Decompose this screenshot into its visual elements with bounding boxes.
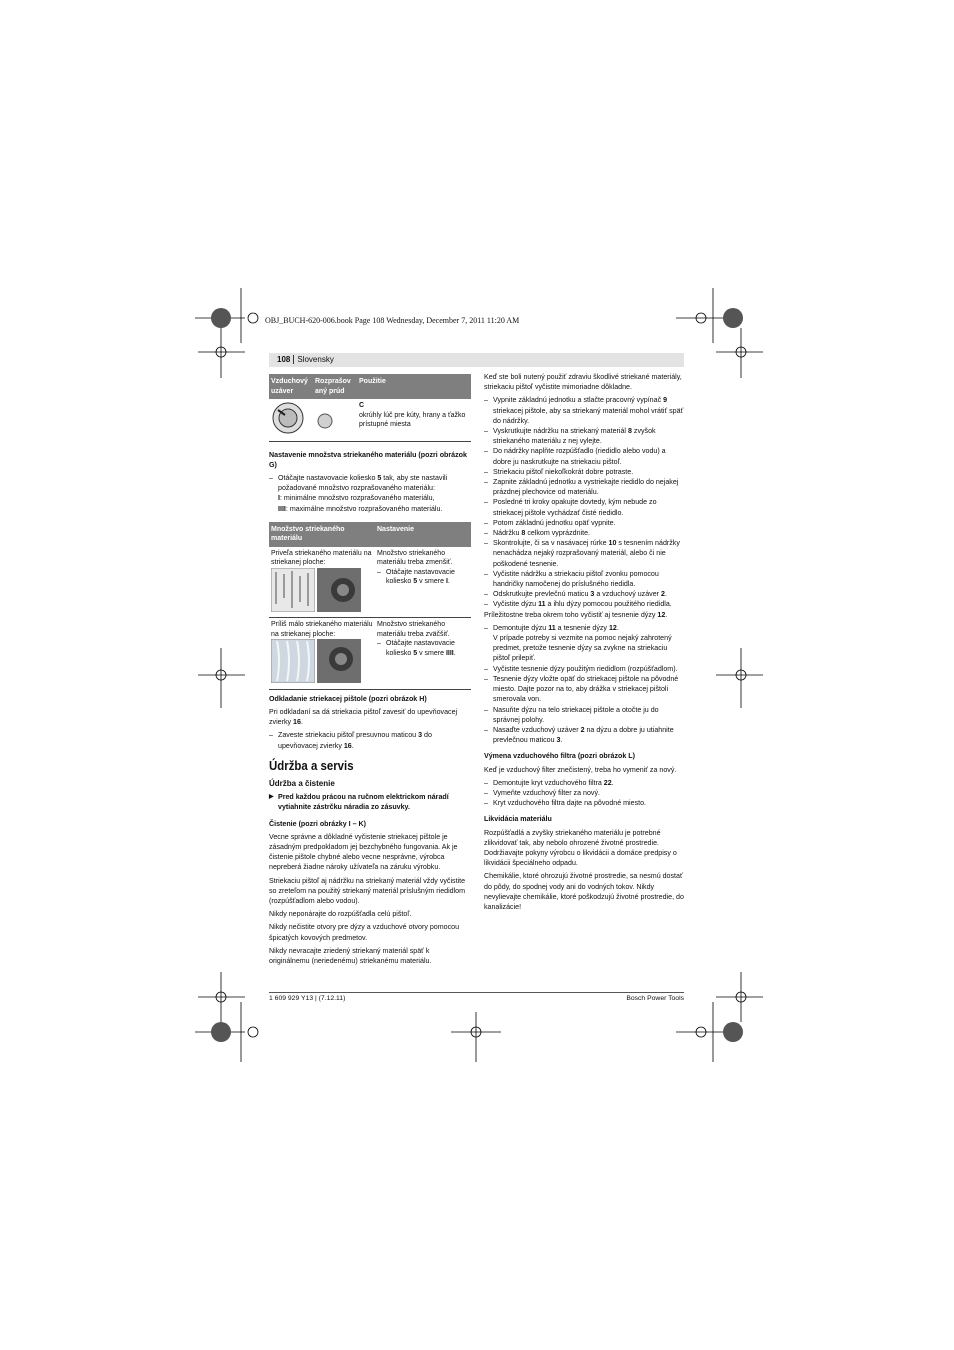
seal-step: – Nasuňte dýzu na telo striekacej pištole a otočte ju do správnej polohy. [484,705,684,725]
print-slug: OBJ_BUCH-620-006.book Page 108 Wednesday, December 7, 2011 11:20 AM [265,316,520,325]
round-spray-icon [315,401,335,435]
store-step: – Zaveste striekaciu pištoľ presuvnou maticou 3 do upevňovacej zvierky 16. [269,730,471,750]
filter-intro: Keď je vzduchový filter znečistený, treba ho vymeniť za nový. [484,765,677,774]
clean-step: – Nádržku 8 celkom vyprázdnite. [484,528,684,538]
clean-p3: Nikdy neponárajte do rozpúšťadla celú pištoľ. [269,910,412,919]
col-use: Použitie [357,374,471,399]
disposal-p2: Chemikálie, ktoré ohrozujú životné prostredie, sa nesmú dostať do pôdy, do spodnej vody ani do vodných tokov. Nikdy nevylievajte chemikálie, ktoré poškodzujú životné prostredie, do kanalizácie! [484,872,684,911]
air-cap-c-icon [271,401,305,435]
too-much-label: Priveľa striekaného materiálu na striekanej ploche: [271,549,372,567]
clean-step: – Striekaciu pištoľ niekoľkokrát dobre potraste. [484,467,684,477]
right-intro: Keď ste boli nutený použiť zdraviu škodlivé striekané materiály, striekaciu pištoľ vyčistite mimoriadne dôkladne. [484,373,682,392]
increase-step: – Otáčajte nastavovacie koliesko 5 v smere IIII. [377,639,469,658]
reduce-text: Množstvo striekaného materiálu treba zmenšiť. [377,549,453,567]
too-little-label: Príliš málo striekaného materiálu na striekanej ploche: [271,621,373,638]
left-column [269,374,471,969]
adjust-wheel-up-image [317,639,361,683]
page-number: 108 [277,355,291,364]
clean-step: – Zapnite základnú jednotku a vystriekajte riedidlo do nejakej prázdnej plechovice od materiálu. [484,477,684,497]
filter-step: – Vymeňte vzduchový filter za nový. [484,788,684,798]
clean-heading: Čistenie (pozri obrázky I – K) [269,819,366,828]
seal-step: – Nasaďte vzduchový uzáver 2 na dýzu a dobre ju utiahnite prevlečnou maticou 3. [484,725,684,745]
footer-brand: Bosch Power Tools [626,995,684,1002]
maintenance-title: Údržba a servis [269,757,354,773]
page-language: Slovensky [297,355,334,364]
clean-step: – Vyskrutkujte nádržku na striekaný materiál 8 zvyšok striekaného materiálu z nej vylejte. [484,426,684,446]
clean-step: – Vyčistite dýzu 11 a ihlu dýzy pomocou použitého riedidla. [484,599,684,609]
seal-step: – Vyčistite tesnenie dýzy použitým riedidlom (rozpúšťadlom). [484,664,684,674]
clean-step: – Potom základnú jednotku opäť vypnite. [484,518,684,528]
store-text: Pri odkladaní sa dá striekacia pištoľ zavesiť do upevňovacej zvierky 16. [269,707,458,727]
amount-heading: Nastavenie množstva striekaného materiálu (pozri obrázok G) [269,450,467,469]
disposal-p1: Rozpúšťadlá a zvyšky striekaného materiálu je potrebné zlikvidovať tak, aby nebolo ohrozené životné prostredie. Dodržiavajte pokyny výrobcu o likvidácii a domáce predpisy o likvidácii špeciálneho odpadu. [484,828,677,868]
filter-heading: Výmena vzduchového filtra (pozri obrázok L) [484,752,635,761]
adjust-wheel-down-image [317,568,361,612]
maintenance-subtitle: Údržba a čistenie [269,778,335,788]
clean-step: – Vyčistite nádržku a striekaciu pištoľ zvonku pomocou handričky namočenej do príslušného riedidla. [484,569,684,589]
clean-step: – Vypnite základnú jednotku a stlačte pracovný vypínač 9 striekacej pištole, aby sa striekaný materiál mohol vrátiť späť do nádržky. [484,395,684,426]
clean-p5: Nikdy nevracajte zriedený striekaný materiál späť k originálnemu (neriedenému) striekanému materiálu. [269,946,432,965]
seal-step: – Demontujte dýzu 11 a tesnenie dýzy 12. V prípade potreby si vezmite na pomoc nejaký zahrotený predmet, pretože tesnenie dýzy sa zvykne na striekaciu pištoľ prilepiť. [484,623,684,664]
filter-step: – Kryt vzduchového filtra dajte na pôvodné miesto. [484,798,684,808]
seal-step: – Tesnenie dýzy vložte opäť do striekacej pištole na pôvodné miesto. Dajte pozor na to, aby drážka v striekacej pištoli smerovala von. [484,674,684,705]
amount-step: – Otáčajte nastavovacie koliesko 5 tak, aby ste nastavili požadované množstvo rozprašovaného materiálu: I: minimálne množstvo rozprašovaného materiálu, IIII: maximálne množstvo rozprašovaného materiálu. [269,473,471,514]
filter-step: – Demontujte kryt vzduchového filtra 22. [484,778,684,788]
safety-warning: ▶ Pred každou prácou na ručnom elektrickom náradí vytiahnite zástrčku náradia zo zásuvky. [269,792,471,812]
clean-step: – Posledné tri kroky opakujte dovtedy, kým nebude zo striekacej pištole vychádzať čisté riedidlo. [484,497,684,517]
sparse-pattern-image [271,639,315,683]
page-header [269,353,684,367]
clean-p4: Nikdy nečistite otvory pre dýzy a vzduchové otvory pomocou špicatých kovových predmetov. [269,923,460,942]
page-footer [269,992,684,1002]
clean-p2: Striekaciu pištoľ aj nádržku na striekaný materiál vždy vyčistite so zreteľom na použitý striekaný materiál príslušným riedidlom (rozpúšťadlom alebo vodou). [269,876,466,905]
spray-use: okrúhly lúč pre kúty, hrany a ťažko prístupné miesta [359,411,466,428]
drip-pattern-image [271,568,315,612]
occasional-text: Príležitostne treba okrem toho vyčistiť aj tesnenie dýzy 12. [484,610,668,619]
reduce-step: – Otáčajte nastavovacie koliesko 5 v smere I. [377,568,469,587]
disposal-heading: Likvidácia materiálu [484,815,552,824]
clean-step: – Skontrolujte, či sa v nasávacej rúrke 10 s tesnením nádržky nenachádza nejaký rozprašovaný materiál, alebo či nie poškodené tesnenie. [484,538,684,569]
footer-code: 1 609 929 Y13 | (7.12.11) [269,995,346,1002]
clean-step: – Do nádržky naplňte rozpúšťadlo (riedidlo alebo vodu) a dobre ju naskrutkujte na striekaciu pištoľ. [484,446,684,466]
store-heading: Odkladanie striekacej pištole (pozri obrázok H) [269,694,427,703]
right-column [484,372,684,915]
clean-p1: Vecne správne a dôkladné vyčistenie striekacej pištole je zásadným predpokladom jej bezchybného fungovania. Ak je čistenie pištole chybné alebo vecne nesprávne, výrobca nepreberá žiadne nároky užívateľa na záruku výrobku. [269,832,458,872]
clean-step: – Odskrutkujte prevlečnú maticu 3 a vzduchový uzáver 2. [484,589,684,599]
col-air-cap: Vzduchový uzáver [269,374,313,399]
col-spray: Rozprašov aný prúd [313,374,357,399]
increase-text: Množstvo striekaného materiálu treba zväčšiť. [377,621,450,638]
air-cap-table [269,374,471,442]
col-amount: Množstvo striekaného materiálu [269,522,375,547]
spray-mode: C [359,402,365,409]
amount-table [269,522,471,690]
col-setting: Nastavenie [375,522,471,547]
